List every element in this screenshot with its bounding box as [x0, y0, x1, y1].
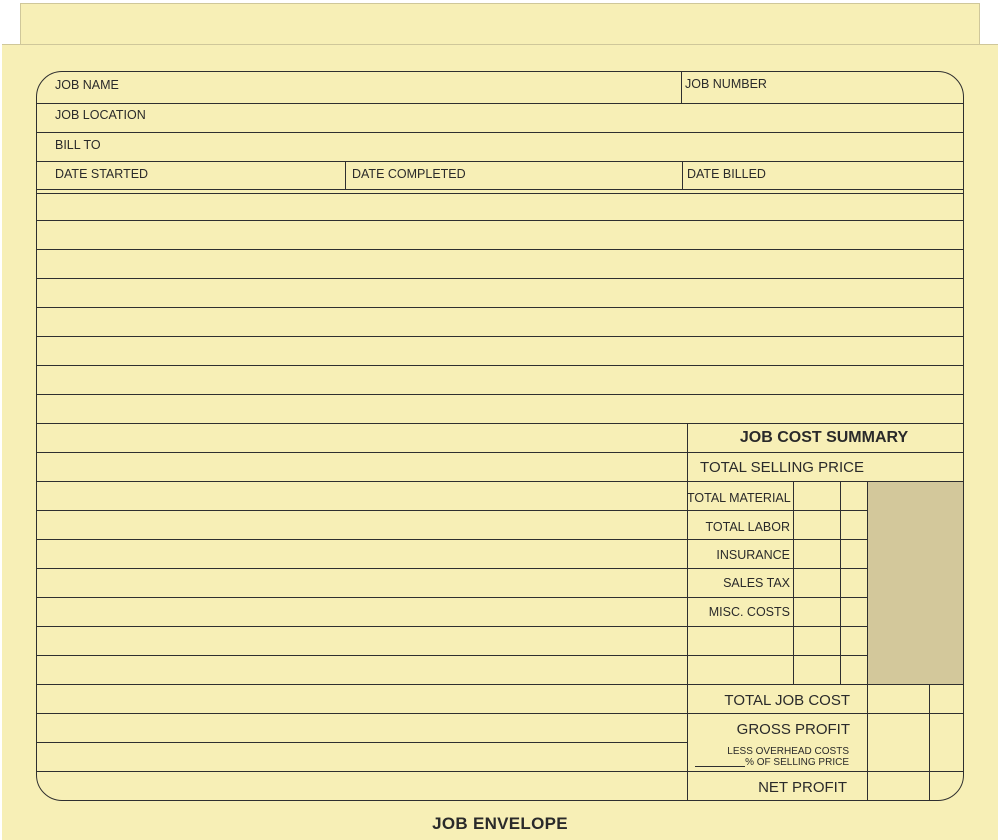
ruled-line: [37, 568, 687, 569]
less-overhead-label: LESS OVERHEAD COSTS: [727, 746, 849, 757]
ruled-line: [37, 423, 964, 424]
date-billed-label: DATE BILLED: [687, 167, 766, 181]
job-cost-summary-title: JOB COST SUMMARY: [739, 429, 909, 446]
total-labor-label: TOTAL LABOR: [705, 520, 790, 534]
ruled-line: [37, 684, 964, 685]
misc-costs-label: MISC. COSTS: [708, 605, 790, 619]
ruled-line: [37, 394, 964, 395]
ruled-line: [37, 655, 687, 656]
rule-header-2: [37, 132, 964, 133]
rule-header-5: [37, 193, 964, 194]
ruled-line: [37, 249, 964, 250]
overhead-percent-blank: [695, 766, 745, 767]
percent-selling-price-label: % OF SELLING PRICE: [745, 757, 849, 768]
date-started-label: DATE STARTED: [55, 167, 149, 181]
rule-header-1: [37, 103, 964, 104]
total-job-cost-label: TOTAL JOB COST: [724, 692, 850, 709]
job-name-label: JOB NAME: [55, 78, 119, 92]
sales-tax-label: SALES TAX: [723, 576, 790, 590]
ruled-line: [37, 626, 687, 627]
gross-profit-label: GROSS PROFIT: [736, 721, 850, 738]
summary-rule: [687, 452, 964, 453]
ruled-line: [37, 278, 964, 279]
summary-shaded-box: [868, 482, 964, 684]
insurance-label: INSURANCE: [716, 548, 790, 562]
ruled-line: [37, 220, 964, 221]
total-material-label: TOTAL MATERIAL: [687, 491, 791, 505]
summary-col-divider: [793, 481, 794, 684]
ruled-line: [37, 597, 687, 598]
divider-date-completed: [345, 161, 346, 189]
summary-col-divider: [840, 481, 841, 684]
divider-job-number: [681, 72, 682, 103]
ruled-line: [37, 336, 964, 337]
ruled-line: [37, 365, 964, 366]
rule-header-4: [37, 189, 964, 190]
job-location-label: JOB LOCATION: [55, 108, 146, 122]
bill-to-label: BILL TO: [55, 138, 101, 152]
divider-date-billed: [682, 161, 683, 189]
ruled-line: [37, 771, 964, 772]
job-envelope-title: JOB ENVELOPE: [432, 814, 568, 833]
total-selling-price-label: TOTAL SELLING PRICE: [700, 459, 864, 476]
job-number-label: JOB NUMBER: [685, 77, 767, 91]
ruled-line: [37, 713, 964, 714]
ruled-line: [37, 510, 687, 511]
job-form: [36, 71, 964, 801]
net-profit-label: NET PROFIT: [758, 779, 847, 796]
ruled-line: [37, 539, 687, 540]
ruled-line: [37, 307, 964, 308]
rule-header-3: [37, 161, 964, 162]
date-completed-label: DATE COMPLETED: [352, 167, 466, 181]
summary-col-divider: [929, 684, 930, 801]
ruled-line: [37, 742, 687, 743]
